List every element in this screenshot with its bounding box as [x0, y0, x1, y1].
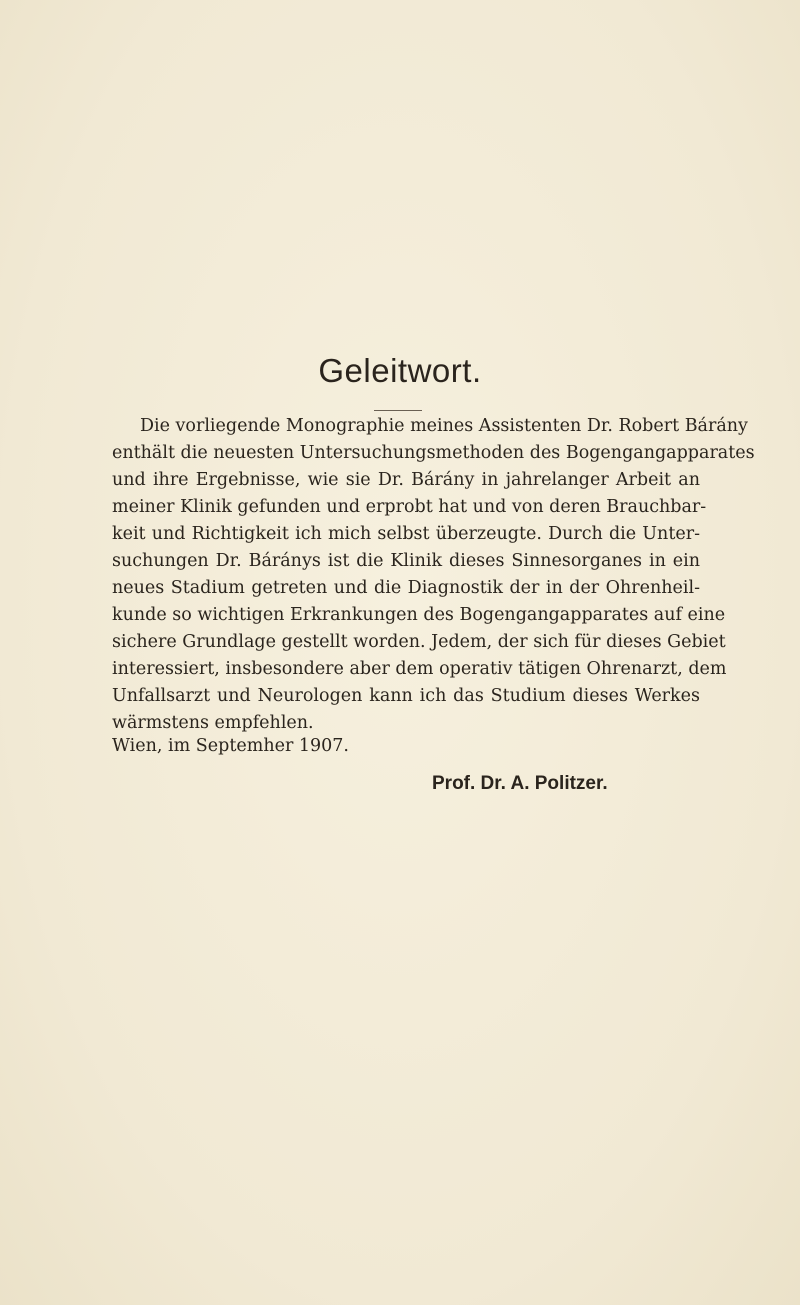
paragraph-line: suchungen Dr. Báránys ist die Klinik dieses Sinnesorganes in ein [112, 551, 700, 571]
signature: Prof. Dr. A. Politzer. [432, 773, 608, 794]
paragraph-line: kunde so wichtigen Erkrankungen des Bogengangapparates auf eine [112, 605, 726, 625]
page-title: Geleitwort. [318, 352, 482, 389]
paragraph-line: Die vorliegende Monographie meines Assistenten Dr. Robert Bárány [140, 416, 748, 436]
dateline: Wien, im Septemher 1907. [112, 736, 349, 756]
paragraph-line: keit und Richtigkeit ich mich selbst überzeugte. Durch die Unter- [112, 524, 700, 544]
paragraph-line: enthält die neuesten Untersuchungsmethoden des Bogengangapparates [112, 443, 755, 463]
paragraph-line: neues Stadium getreten und die Diagnostik der in der Ohrenheil- [112, 578, 700, 598]
paragraph-line: meiner Klinik gefunden und erprobt hat und von deren Brauchbar- [112, 497, 707, 517]
paragraph-line: wärmstens empfehlen. [112, 713, 314, 733]
title-divider [374, 410, 422, 411]
paragraph-line: und ihre Ergebnisse, wie sie Dr. Bárány in jahrelanger Arbeit an [112, 470, 700, 490]
paragraph-line: interessiert, insbesondere aber dem operativ tätigen Ohrenarzt, dem [112, 659, 727, 679]
paragraph-line: Unfallsarzt und Neurologen kann ich das Studium dieses Werkes [112, 686, 700, 706]
paragraph-line: sichere Grundlage gestellt worden. Jedem, der sich für dieses Gebiet [112, 632, 726, 652]
foreword-paragraph [112, 413, 755, 737]
